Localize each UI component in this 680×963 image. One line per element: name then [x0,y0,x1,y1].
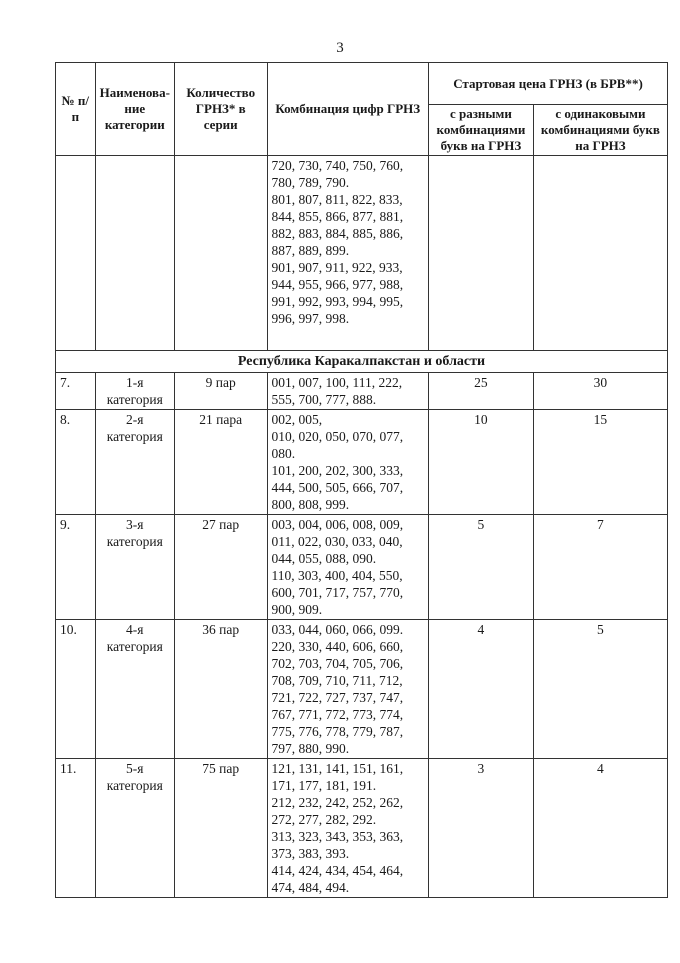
combo-line: 313, 323, 343, 353, 363, [271,829,404,844]
section-row [56,351,668,373]
section-title: Республика Каракалпакстан и области [56,351,668,373]
combo-line: 101, 200, 202, 300, 333, [271,463,404,478]
page-number: 3 [336,40,344,56]
combo-line: 010, 020, 050, 070, 077, [271,429,404,444]
combo-cell [267,410,428,515]
combo-line: 720, 730, 740, 750, 760, [271,158,404,173]
combo-cell [267,759,428,898]
combo-line: 900, 909. [271,602,323,617]
category-name: 1-я категория [95,373,174,410]
combo-line: 220, 330, 440, 606, 660, [271,639,404,654]
combo-line: 121, 131, 141, 151, 161, [271,761,404,776]
combo-line: 882, 883, 884, 885, 886, [271,226,404,241]
combo-line: 996, 997, 998. [271,311,350,326]
series-count: 9 пар [174,373,267,410]
combo-line: 212, 232, 242, 252, 262, [271,795,404,810]
table-row [56,620,668,759]
combo-line: 991, 992, 993, 994, 995, [271,294,404,309]
combo-line: 003, 004, 006, 008, 009, [271,517,404,532]
combo-line: 555, 700, 777, 888. [271,392,377,407]
combo-line: 797, 880, 990. [271,741,350,756]
combo-line: 780, 789, 790. [271,175,350,190]
category-name: 5-я категория [95,759,174,898]
combo-line: 702, 703, 704, 705, 706, [271,656,404,671]
combo-line: 011, 022, 030, 033, 040, [271,534,403,549]
price-same-letters: 7 [533,515,667,620]
series-count: 21 пара [174,410,267,515]
series-count: 75 пар [174,759,267,898]
header-count: Количество ГРНЗ* в серии [174,63,267,156]
combo-line: 600, 701, 717, 757, 770, [271,585,404,600]
combo-line: 080. [271,446,296,461]
combo-line: 708, 709, 710, 711, 712, [271,673,403,688]
table-row [56,410,668,515]
combo-line: 474, 484, 494. [271,880,350,895]
combo-line: 414, 424, 434, 454, 464, [271,863,404,878]
combo-line: 721, 722, 727, 737, 747, [271,690,404,705]
category-name: 2-я категория [95,410,174,515]
price-same-letters: 4 [533,759,667,898]
combo-cell [267,620,428,759]
combo-line: 775, 776, 778, 779, 787, [271,724,404,739]
combo-cell [267,373,428,410]
table-row [56,515,668,620]
combo-cell [267,515,428,620]
row-number: 8. [56,410,96,515]
row-number: 10. [56,620,96,759]
combo-line: 001, 007, 100, 111, 222, [271,375,403,390]
header-price-same: с одинаковыми комбинациями букв на ГРНЗ [533,105,667,156]
header-num: № п/п [56,63,96,156]
price-different-letters: 25 [429,373,534,410]
price-different-letters: 10 [429,410,534,515]
combo-line: 767, 771, 772, 773, 774, [271,707,404,722]
combo-line: 002, 005, [271,412,323,427]
combo-line: 444, 500, 505, 666, 707, [271,480,404,495]
row-number: 11. [56,759,96,898]
header-combo: Комбинация цифр ГРНЗ [267,63,428,156]
combo-line: 033, 044, 060, 066, 099. [271,622,404,637]
combo-line: 887, 889, 899. [271,243,350,258]
row-number: 7. [56,373,96,410]
price-table [55,62,668,898]
series-count: 27 пар [174,515,267,620]
combo-line: 044, 055, 088, 090. [271,551,377,566]
combo-line: 944, 955, 966, 977, 988, [271,277,404,292]
price-same-letters: 30 [533,373,667,410]
combo-line: 844, 855, 866, 877, 881, [271,209,404,224]
combo-line: 901, 907, 911, 922, 933, [271,260,403,275]
price-same-letters: 15 [533,410,667,515]
category-name: 3-я категория [95,515,174,620]
price-different-letters: 4 [429,620,534,759]
price-different-letters: 5 [429,515,534,620]
combo-line: 800, 808, 999. [271,497,350,512]
header-price-diff: с разными комбинациями букв на ГРНЗ [429,105,534,156]
row-number: 9. [56,515,96,620]
combo-cell [267,156,428,351]
price-same-letters: 5 [533,620,667,759]
category-name: 4-я категория [95,620,174,759]
table-row [56,373,668,410]
combo-line: 110, 303, 400, 404, 550, [271,568,403,583]
series-count: 36 пар [174,620,267,759]
combo-line: 373, 383, 393. [271,846,350,861]
combo-line: 272, 277, 282, 292. [271,812,377,827]
combo-line: 171, 177, 181, 191. [271,778,377,793]
combo-line: 801, 807, 811, 822, 833, [271,192,403,207]
table-row [56,759,668,898]
header-name: Наименова-ние категории [95,63,174,156]
header-price: Стартовая цена ГРНЗ (в БРВ**) [429,63,668,105]
price-different-letters: 3 [429,759,534,898]
table-row-continued [56,156,668,351]
